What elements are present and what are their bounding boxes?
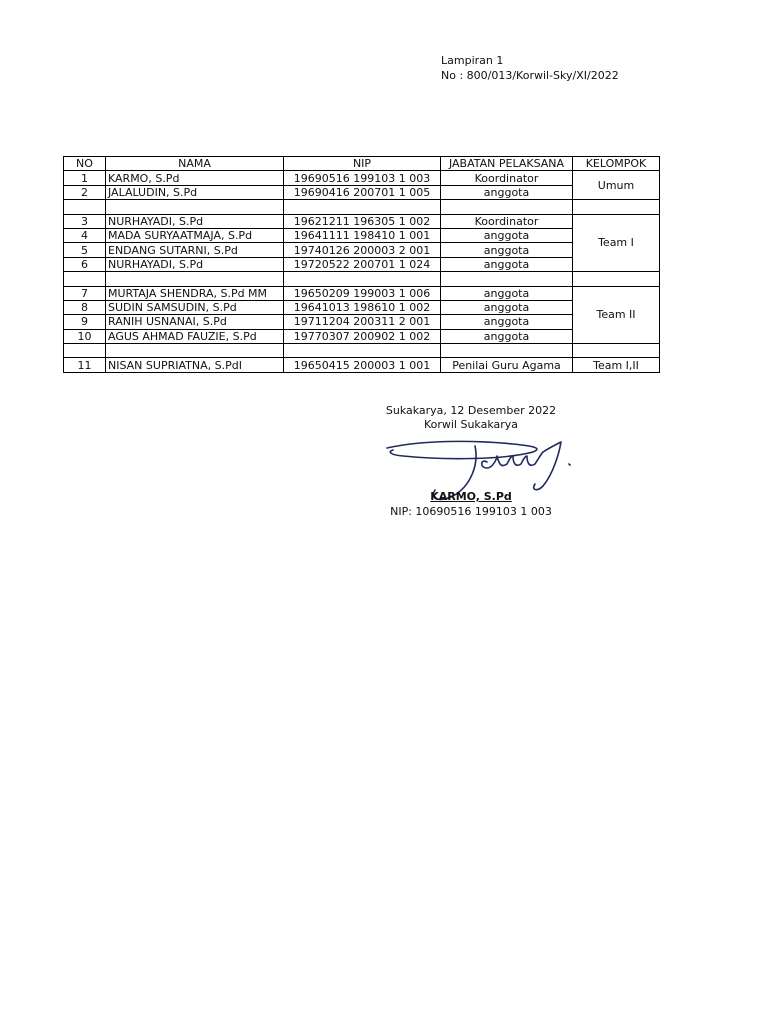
- cell-kelompok: Team I,II: [573, 358, 660, 372]
- cell-no: [64, 272, 106, 286]
- cell-nip: 19711204 200311 2 001: [284, 315, 441, 329]
- cell-jabatan: anggota: [441, 300, 573, 314]
- cell-nip: 19650209 199003 1 006: [284, 286, 441, 300]
- place-date: Sukakarya, 12 Desember 2022: [385, 404, 557, 417]
- cell-nama: SUDIN SAMSUDIN, S.Pd: [106, 300, 284, 314]
- table-row: [64, 171, 660, 185]
- cell-nama: [106, 200, 284, 214]
- cell-jabatan: anggota: [441, 228, 573, 242]
- cell-nip: [284, 344, 441, 358]
- cell-jabatan: anggota: [441, 329, 573, 343]
- cell-jabatan: anggota: [441, 315, 573, 329]
- cell-nama: NURHAYADI, S.Pd: [106, 257, 284, 271]
- table-row: [64, 286, 660, 300]
- column-header-nama: NAMA: [106, 157, 284, 171]
- cell-no: 10: [64, 329, 106, 343]
- cell-nip: 19690516 199103 1 003: [284, 171, 441, 185]
- table-row: [64, 358, 660, 372]
- cell-nip: 19641111 198410 1 001: [284, 228, 441, 242]
- cell-kelompok: Umum: [573, 171, 660, 200]
- cell-jabatan: anggota: [441, 185, 573, 199]
- cell-kelompok: [573, 344, 660, 358]
- table-header-row: [64, 157, 660, 171]
- cell-no: 3: [64, 214, 106, 228]
- cell-nip: 19770307 200902 1 002: [284, 329, 441, 343]
- table-row-spacer: [64, 272, 660, 286]
- cell-jabatan: Penilai Guru Agama: [441, 358, 573, 372]
- cell-nama: MURTAJA SHENDRA, S.Pd MM: [106, 286, 284, 300]
- cell-nip: 19740126 200003 2 001: [284, 243, 441, 257]
- cell-nip: 19641013 198610 1 002: [284, 300, 441, 314]
- cell-jabatan: [441, 200, 573, 214]
- table-row: [64, 243, 660, 257]
- cell-no: 4: [64, 228, 106, 242]
- office-name: Korwil Sukakarya: [423, 418, 519, 431]
- cell-nama: AGUS AHMAD FAUZIE, S.Pd: [106, 329, 284, 343]
- cell-no: 9: [64, 315, 106, 329]
- cell-no: 2: [64, 185, 106, 199]
- cell-nip: 19621211 196305 1 002: [284, 214, 441, 228]
- table-row: [64, 329, 660, 343]
- cell-kelompok: [573, 200, 660, 214]
- column-header-jabatan: JABATAN PELAKSANA: [441, 157, 573, 171]
- column-header-kelompok: KELOMPOK: [573, 157, 660, 171]
- cell-no: [64, 344, 106, 358]
- staff-table: [63, 156, 660, 373]
- cell-nama: ENDANG SUTARNI, S.Pd: [106, 243, 284, 257]
- cell-nama: JALALUDIN, S.Pd: [106, 185, 284, 199]
- cell-nama: RANIH USNANAI, S.Pd: [106, 315, 284, 329]
- table-row: [64, 257, 660, 271]
- cell-nama: [106, 344, 284, 358]
- cell-jabatan: [441, 344, 573, 358]
- signatory-nip: NIP: 10690516 199103 1 003: [390, 505, 552, 518]
- table-row: [64, 185, 660, 199]
- cell-no: 5: [64, 243, 106, 257]
- cell-no: [64, 200, 106, 214]
- cell-kelompok: [573, 272, 660, 286]
- cell-jabatan: anggota: [441, 257, 573, 271]
- table-row: [64, 228, 660, 242]
- letter-number: No : 800/013/Korwil-Sky/XI/2022: [441, 69, 619, 82]
- cell-jabatan: anggota: [441, 243, 573, 257]
- attachment-label: Lampiran 1: [441, 54, 504, 67]
- cell-nip: [284, 200, 441, 214]
- signatory-name: KARMO, S.Pd: [430, 490, 512, 503]
- column-header-no: NO: [64, 157, 106, 171]
- cell-no: 1: [64, 171, 106, 185]
- cell-nama: MADA SURYAATMAJA, S.Pd: [106, 228, 284, 242]
- cell-nip: 19650415 200003 1 001: [284, 358, 441, 372]
- cell-jabatan: anggota: [441, 286, 573, 300]
- table-row: [64, 300, 660, 314]
- cell-jabatan: Koordinator: [441, 214, 573, 228]
- cell-no: 6: [64, 257, 106, 271]
- table-row: [64, 214, 660, 228]
- table-row: [64, 315, 660, 329]
- cell-jabatan: [441, 272, 573, 286]
- cell-kelompok: Team II: [573, 286, 660, 344]
- cell-kelompok: Team I: [573, 214, 660, 272]
- column-header-nip: NIP: [284, 157, 441, 171]
- cell-nama: KARMO, S.Pd: [106, 171, 284, 185]
- cell-nip: 19690416 200701 1 005: [284, 185, 441, 199]
- cell-jabatan: Koordinator: [441, 171, 573, 185]
- table-row-spacer: [64, 344, 660, 358]
- cell-no: 7: [64, 286, 106, 300]
- cell-nama: NISAN SUPRIATNA, S.PdI: [106, 358, 284, 372]
- cell-no: 11: [64, 358, 106, 372]
- table-row-spacer: [64, 200, 660, 214]
- cell-nama: [106, 272, 284, 286]
- cell-no: 8: [64, 300, 106, 314]
- cell-nama: NURHAYADI, S.Pd: [106, 214, 284, 228]
- cell-nip: [284, 272, 441, 286]
- cell-nip: 19720522 200701 1 024: [284, 257, 441, 271]
